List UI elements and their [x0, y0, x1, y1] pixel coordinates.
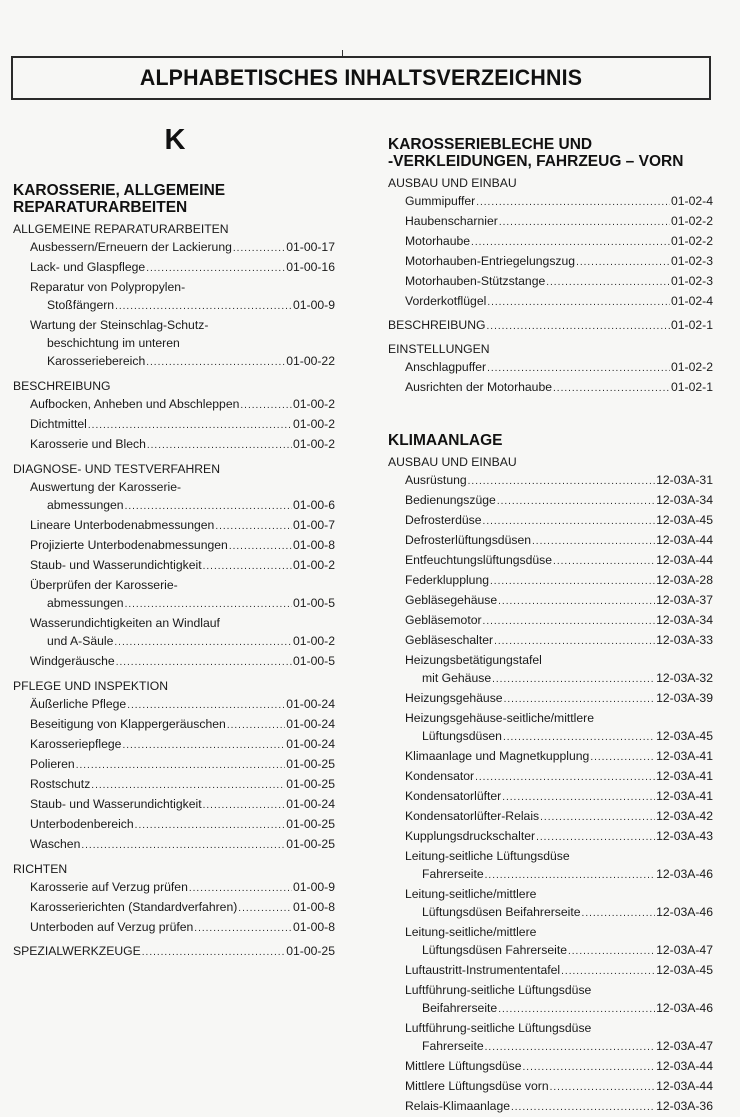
entry-continuation	[30, 352, 335, 372]
entry-page-ref: 12-03A-44	[656, 553, 713, 567]
entry-label: Staub- und Wasserundichtigkeit	[30, 558, 202, 572]
entry-label: Kondensatorlüfter	[405, 789, 502, 803]
leader-dots	[504, 691, 656, 709]
leader-dots	[468, 473, 655, 491]
entry-label: Waschen	[30, 837, 81, 851]
entry-page-ref: 01-02-4	[670, 194, 713, 208]
entry-label: Kondensator	[405, 769, 475, 783]
group-heading-einstellungen: EINSTELLUNGEN	[388, 342, 490, 356]
entry-label: mit Gehäuse	[422, 671, 492, 685]
entry-label: Ausrüstung	[405, 473, 467, 487]
index-entry[interactable]	[388, 358, 713, 378]
entry-page-ref: 12-03A-45	[656, 963, 713, 977]
entry-page-ref: 12-03A-46	[656, 905, 713, 919]
index-entry[interactable]	[388, 747, 713, 767]
entry-page-ref: 12-03A-33	[656, 633, 713, 647]
leader-dots	[142, 944, 285, 962]
leader-dots	[194, 920, 292, 938]
entry-label-line: Leitung-seitliche/mittlere	[405, 925, 537, 939]
entry-page-ref: 01-00-5	[292, 654, 335, 668]
index-entry[interactable]	[388, 511, 713, 531]
index-entry[interactable]	[13, 755, 335, 775]
entry-page-ref: 12-03A-44	[656, 1079, 713, 1093]
entry-label: Motorhauben-Stützstange	[405, 274, 546, 288]
entry-label: Gummipuffer	[405, 194, 476, 208]
entry-label: Kupplungsdruckschalter	[405, 829, 536, 843]
entry-label: Karosseriebereich	[47, 354, 146, 368]
leader-dots	[81, 837, 285, 855]
leader-dots	[146, 354, 285, 372]
leader-dots	[561, 963, 655, 981]
entry-label-line: Wartung der Steinschlag-Schutz-	[30, 318, 209, 332]
leader-dots	[485, 867, 655, 885]
entry-label: Karosserie und Blech	[30, 437, 146, 451]
index-entry[interactable]	[388, 192, 713, 212]
entry-label-line: Auswertung der Karosserie-	[30, 480, 182, 494]
entry-page-ref: 01-00-25	[286, 757, 335, 771]
entry-page-ref: 12-03A-46	[656, 1001, 713, 1015]
index-entry[interactable]	[388, 1077, 713, 1097]
entry-page-ref: 01-00-9	[292, 880, 335, 894]
entry-continuation	[405, 903, 713, 923]
index-entry[interactable]	[13, 435, 335, 455]
leader-dots	[471, 234, 670, 252]
index-entry[interactable]	[13, 516, 335, 536]
leader-dots	[568, 943, 655, 961]
index-entry[interactable]	[388, 923, 713, 961]
entry-label: Defrosterlüftungsdüsen	[405, 533, 532, 547]
entry-continuation	[405, 669, 713, 689]
entry-page-ref: 01-02-2	[670, 214, 713, 228]
index-entry[interactable]	[13, 316, 335, 372]
entry-label: SPEZIALWERKZEUGE	[13, 944, 141, 958]
entry-label: Karosseriepflege	[30, 737, 122, 751]
entry-page-ref: 01-02-2	[670, 360, 713, 374]
entry-page-ref: 01-00-16	[286, 260, 335, 274]
entry-label: Entfeuchtungslüftungsdüse	[405, 553, 553, 567]
leader-dots	[499, 214, 670, 232]
entry-continuation	[405, 865, 713, 885]
leader-dots	[146, 260, 285, 278]
entry-label: Gebläseschalter	[405, 633, 494, 647]
index-entry[interactable]	[13, 918, 335, 938]
leader-dots	[502, 789, 655, 807]
page-title: ALPHABETISCHES INHALTSVERZEICHNIS	[139, 65, 583, 90]
entry-page-ref: 01-00-25	[286, 944, 335, 958]
entry-page-ref: 12-03A-47	[656, 943, 713, 957]
index-entry[interactable]	[13, 795, 335, 815]
group-heading-ausbau-einbau-klima: AUSBAU UND EINBAU	[388, 455, 517, 469]
entry-label-line: Reparatur von Polypropylen-	[30, 280, 186, 294]
leader-dots	[494, 633, 655, 651]
entry-label: Motorhauben-Entriegelungszug	[405, 254, 576, 268]
entry-page-ref: 01-00-8	[292, 538, 335, 552]
entry-page-ref: 12-03A-34	[656, 493, 713, 507]
leader-dots	[233, 240, 285, 258]
entry-page-ref: 12-03A-34	[656, 613, 713, 627]
entry-page-ref: 12-03A-47	[656, 1039, 713, 1053]
index-entry-beschreibung[interactable]	[388, 316, 713, 336]
index-entry[interactable]	[388, 471, 713, 491]
entry-label: Bedienungszüge	[405, 493, 496, 507]
entry-label: Fahrerseite	[422, 1039, 484, 1053]
leader-dots	[122, 737, 285, 755]
entry-label: abmessungen	[47, 498, 124, 512]
leader-dots	[91, 777, 285, 795]
index-entry[interactable]	[388, 885, 713, 923]
entry-label: Gebläsemotor	[405, 613, 482, 627]
leader-dots	[497, 493, 655, 511]
entry-label: Projizierte Unterbodenabmessungen	[30, 538, 228, 552]
leader-dots	[189, 880, 292, 898]
entry-page-ref: 01-00-24	[286, 737, 335, 751]
index-entry[interactable]	[388, 767, 713, 787]
entry-page-ref: 01-00-25	[286, 837, 335, 851]
index-entry[interactable]	[13, 715, 335, 735]
entry-page-ref: 12-03A-41	[656, 789, 713, 803]
entry-label: Karosserie auf Verzug prüfen	[30, 880, 188, 894]
group-heading: BESCHREIBUNG	[13, 379, 111, 393]
entry-label: Polieren	[30, 757, 75, 771]
leader-dots	[492, 671, 655, 689]
index-entry[interactable]	[388, 709, 713, 747]
entry-continuation	[30, 594, 335, 614]
index-entry[interactable]	[13, 395, 335, 415]
index-entry[interactable]	[13, 898, 335, 918]
index-entry[interactable]	[388, 292, 713, 312]
entry-label: Mittlere Lüftungsdüse vorn	[405, 1079, 549, 1093]
leader-dots	[114, 634, 292, 652]
entry-label: Lack- und Glaspflege	[30, 260, 146, 274]
leader-dots	[582, 905, 656, 923]
entry-label: Beseitigung von Klappergeräuschen	[30, 717, 226, 731]
leader-dots	[546, 274, 670, 292]
index-group	[13, 460, 335, 672]
index-group	[13, 377, 335, 455]
entry-page-ref: 12-03A-32	[656, 671, 713, 685]
index-entry[interactable]	[13, 652, 335, 672]
entry-continuation	[405, 727, 713, 747]
entry-label-line: Luftführung-seitliche Lüftungsdüse	[405, 983, 592, 997]
entry-page-ref: 01-00-17	[286, 240, 335, 254]
index-entry[interactable]	[388, 1057, 713, 1077]
leader-dots	[498, 1001, 655, 1019]
leader-dots	[532, 533, 655, 551]
entry-page-ref: 12-03A-37	[656, 593, 713, 607]
entry-label: abmessungen	[47, 596, 124, 610]
entry-label: Lüftungsdüsen	[422, 729, 502, 743]
index-entry[interactable]	[13, 576, 335, 614]
index-entry[interactable]	[388, 571, 713, 591]
leader-dots	[125, 498, 292, 516]
entry-label: Windgeräusche	[30, 654, 115, 668]
leader-dots	[576, 254, 670, 272]
leader-dots	[487, 318, 670, 336]
leader-dots	[590, 749, 655, 767]
entry-label: Motorhaube	[405, 234, 471, 248]
entry-label-line: Leitung-seitliche Lüftungsdüse	[405, 849, 570, 863]
index-entry[interactable]	[388, 252, 713, 272]
leader-dots	[511, 1099, 655, 1117]
left-column	[13, 182, 335, 962]
entry-page-ref: 01-00-2	[292, 397, 335, 411]
entry-continuation	[30, 632, 335, 652]
index-entry[interactable]	[388, 847, 713, 885]
entry-label: Lüftungsdüsen Fahrerseite	[422, 943, 567, 957]
index-entry[interactable]	[13, 775, 335, 795]
index-entry[interactable]	[388, 551, 713, 571]
entry-label: Karosserierichten (Standardverfahren)	[30, 900, 238, 914]
section-title-klimaanlage: KLIMAANLAGE	[388, 432, 503, 449]
index-group	[13, 677, 335, 855]
entry-page-ref: 01-00-2	[292, 437, 335, 451]
leader-dots	[503, 729, 655, 747]
index-entry-spezialwerkzeuge[interactable]	[13, 942, 335, 962]
entry-page-ref: 01-00-25	[286, 817, 335, 831]
entry-label-line: beschichtung im unteren	[47, 336, 180, 350]
entry-label: Mittlere Lüftungsdüse	[405, 1059, 522, 1073]
leader-dots	[215, 518, 292, 536]
entry-label-line: Heizungsgehäuse-seitliche/mittlere	[405, 711, 595, 725]
leader-dots	[238, 900, 292, 918]
index-entry[interactable]	[388, 961, 713, 981]
index-entry[interactable]	[388, 689, 713, 709]
entry-label-line: Luftführung-seitliche Lüftungsdüse	[405, 1021, 592, 1035]
entry-page-ref: 01-00-5	[292, 596, 335, 610]
entry-label: Ausbessern/Erneuern der Lackierung	[30, 240, 232, 254]
entry-page-ref: 12-03A-44	[656, 533, 713, 547]
entry-label: Defrosterdüse	[405, 513, 482, 527]
group-heading: PFLEGE UND INSPEKTION	[13, 679, 169, 693]
entry-label-line: Überprüfen der Karosserie-	[30, 578, 178, 592]
entry-label: Äußerliche Pflege	[30, 697, 127, 711]
leader-dots	[76, 757, 285, 775]
leader-dots	[483, 513, 656, 531]
entry-label: Luftaustritt-Instrumententafel	[405, 963, 561, 977]
entries-ausbau-einbau	[388, 192, 713, 312]
index-entry[interactable]	[388, 272, 713, 292]
index-group	[13, 220, 335, 372]
entries-klimaanlage	[388, 471, 713, 1117]
index-entry[interactable]	[13, 258, 335, 278]
index-entry[interactable]	[13, 238, 335, 258]
leader-dots	[476, 194, 670, 212]
index-entry[interactable]	[13, 695, 335, 715]
leader-dots	[116, 654, 292, 672]
entry-page-ref: 01-02-3	[670, 274, 713, 288]
entry-page-ref: 12-03A-46	[656, 867, 713, 881]
index-entry[interactable]	[388, 491, 713, 511]
left-groups	[13, 220, 335, 938]
entries-einstellungen	[388, 358, 713, 398]
entry-label: Lineare Unterbodenabmessungen	[30, 518, 215, 532]
index-entry[interactable]	[388, 232, 713, 252]
entry-page-ref: 01-00-8	[292, 900, 335, 914]
section-title-line: KAROSSERIE, ALLGEMEINE	[13, 182, 226, 199]
group-heading-ausbau-einbau: AUSBAU UND EINBAU	[388, 176, 517, 190]
section-title-line: KAROSSERIEBLECHE UND	[388, 136, 593, 153]
index-entry[interactable]	[388, 827, 713, 847]
entry-page-ref: 01-02-1	[670, 318, 713, 332]
entry-page-ref: 01-02-4	[670, 294, 713, 308]
index-entry[interactable]	[388, 378, 713, 398]
entry-page-ref: 01-02-2	[670, 234, 713, 248]
index-entry[interactable]	[13, 415, 335, 435]
section-title-karosseriebleche	[388, 136, 713, 170]
leader-dots	[135, 817, 286, 835]
entry-page-ref: 12-03A-41	[656, 769, 713, 783]
entry-label: Dichtmittel	[30, 417, 87, 431]
group-heading: DIAGNOSE- UND TESTVERFAHREN	[13, 462, 220, 476]
entry-label: Staub- und Wasserundichtigkeit	[30, 797, 202, 811]
leader-dots	[483, 613, 656, 631]
index-entry[interactable]	[13, 556, 335, 576]
leader-dots	[498, 593, 655, 611]
entry-page-ref: 01-02-3	[670, 254, 713, 268]
entry-label: Fahrerseite	[422, 867, 484, 881]
leader-dots	[487, 360, 670, 378]
entry-page-ref: 01-00-8	[292, 920, 335, 934]
index-entry[interactable]	[13, 536, 335, 556]
entry-continuation	[30, 496, 335, 516]
entry-page-ref: 01-00-2	[292, 634, 335, 648]
section-title-line: -VERKLEIDUNGEN, FAHRZEUG – VORN	[388, 153, 684, 170]
leader-dots	[227, 717, 285, 735]
entry-page-ref: 01-00-24	[286, 717, 335, 731]
entry-label: Kondensatorlüfter-Relais	[405, 809, 540, 823]
page-title-box	[11, 56, 711, 100]
entry-label: Stoßfängern	[47, 298, 115, 312]
entry-page-ref: 01-00-25	[286, 777, 335, 791]
index-entry[interactable]	[13, 478, 335, 516]
entry-label: Lüftungsdüsen Beifahrerseite	[422, 905, 581, 919]
index-entry[interactable]	[13, 878, 335, 898]
leader-dots	[523, 1059, 656, 1077]
entry-label: Aufbocken, Anheben und Abschleppen	[30, 397, 240, 411]
index-entry[interactable]	[388, 212, 713, 232]
group-heading: RICHTEN	[13, 862, 68, 876]
entry-page-ref: 12-03A-44	[656, 1059, 713, 1073]
entry-label: Unterbodenbereich	[30, 817, 134, 831]
index-entry[interactable]	[388, 981, 713, 1019]
entry-page-ref: 01-00-24	[286, 697, 335, 711]
entry-page-ref: 12-03A-45	[656, 729, 713, 743]
leader-dots	[540, 809, 655, 827]
entry-page-ref: 12-03A-39	[656, 691, 713, 705]
entry-continuation	[405, 999, 713, 1019]
entry-page-ref: 12-03A-31	[656, 473, 713, 487]
leader-dots	[240, 397, 292, 415]
leader-dots	[88, 417, 292, 435]
entry-continuation	[30, 296, 335, 316]
index-entry[interactable]	[388, 651, 713, 689]
index-entry[interactable]	[388, 631, 713, 651]
entry-page-ref: 12-03A-45	[656, 513, 713, 527]
leader-dots	[127, 697, 285, 715]
leader-dots	[229, 538, 292, 556]
index-entry[interactable]	[13, 815, 335, 835]
index-entry[interactable]	[388, 1097, 713, 1117]
index-entry[interactable]	[388, 611, 713, 631]
entry-label: Unterboden auf Verzug prüfen	[30, 920, 194, 934]
leader-dots	[485, 1039, 655, 1057]
entry-label: BESCHREIBUNG	[388, 318, 486, 332]
section-title-line: REPARATURARBEITEN	[13, 199, 188, 216]
entry-label: Heizungsgehäuse	[405, 691, 503, 705]
entry-label: Beifahrerseite	[422, 1001, 498, 1015]
entry-page-ref: 01-00-24	[286, 797, 335, 811]
group-heading: ALLGEMEINE REPARATURARBEITEN	[13, 222, 229, 236]
entry-label-line: Leitung-seitliche/mittlere	[405, 887, 537, 901]
entry-page-ref: 01-00-9	[292, 298, 335, 312]
leader-dots	[490, 573, 655, 591]
entry-continuation	[405, 1037, 713, 1057]
entry-page-ref: 12-03A-28	[656, 573, 713, 587]
section-title-karosserie-allgemein	[13, 182, 335, 216]
leader-dots	[147, 437, 292, 455]
entry-page-ref: 12-03A-36	[656, 1099, 713, 1113]
entry-page-ref: 01-02-1	[670, 380, 713, 394]
entry-page-ref: 12-03A-43	[656, 829, 713, 843]
index-entry[interactable]	[13, 614, 335, 652]
index-entry[interactable]	[388, 591, 713, 611]
entry-label: Relais-Klimaanlage	[405, 1099, 510, 1113]
index-group	[13, 860, 335, 938]
right-column	[388, 136, 713, 1117]
entry-label: Klimaanlage und Magnetkupplung	[405, 749, 590, 763]
entry-label: Vorderkotflügel	[405, 294, 487, 308]
leader-dots	[553, 553, 655, 571]
entry-label: und A-Säule	[47, 634, 114, 648]
entry-page-ref: 12-03A-41	[656, 749, 713, 763]
entry-label-line: Heizungsbetätigungstafel	[405, 653, 542, 667]
index-letter: K	[164, 124, 186, 156]
entry-label-line: Wasserundichtigkeiten an Windlauf	[30, 616, 220, 630]
entry-label: Haubenscharnier	[405, 214, 498, 228]
leader-dots	[536, 829, 655, 847]
entry-page-ref: 01-00-2	[292, 558, 335, 572]
leader-dots	[550, 1079, 655, 1097]
leader-dots	[203, 797, 286, 815]
leader-dots	[125, 596, 292, 614]
entry-label: Rostschutz	[30, 777, 91, 791]
entry-continuation	[405, 941, 713, 961]
entry-page-ref: 01-00-22	[286, 354, 335, 368]
leader-dots	[553, 380, 670, 398]
leader-dots	[115, 298, 292, 316]
entry-label: Ausrichten der Motorhaube	[405, 380, 553, 394]
index-entry[interactable]	[13, 735, 335, 755]
entry-page-ref: 12-03A-42	[656, 809, 713, 823]
index-entry[interactable]	[388, 531, 713, 551]
entry-label: Federklupplung	[405, 573, 490, 587]
index-entry[interactable]	[13, 835, 335, 855]
entry-page-ref: 01-00-2	[292, 417, 335, 431]
index-entry[interactable]	[13, 278, 335, 316]
index-entry[interactable]	[388, 787, 713, 807]
leader-dots	[475, 769, 655, 787]
entry-label: Gebläsegehäuse	[405, 593, 498, 607]
index-entry[interactable]	[388, 807, 713, 827]
leader-dots	[203, 558, 292, 576]
entry-label: Anschlagpuffer	[405, 360, 487, 374]
entry-page-ref: 01-00-7	[292, 518, 335, 532]
index-entry[interactable]	[388, 1019, 713, 1057]
leader-dots	[487, 294, 670, 312]
entry-page-ref: 01-00-6	[292, 498, 335, 512]
